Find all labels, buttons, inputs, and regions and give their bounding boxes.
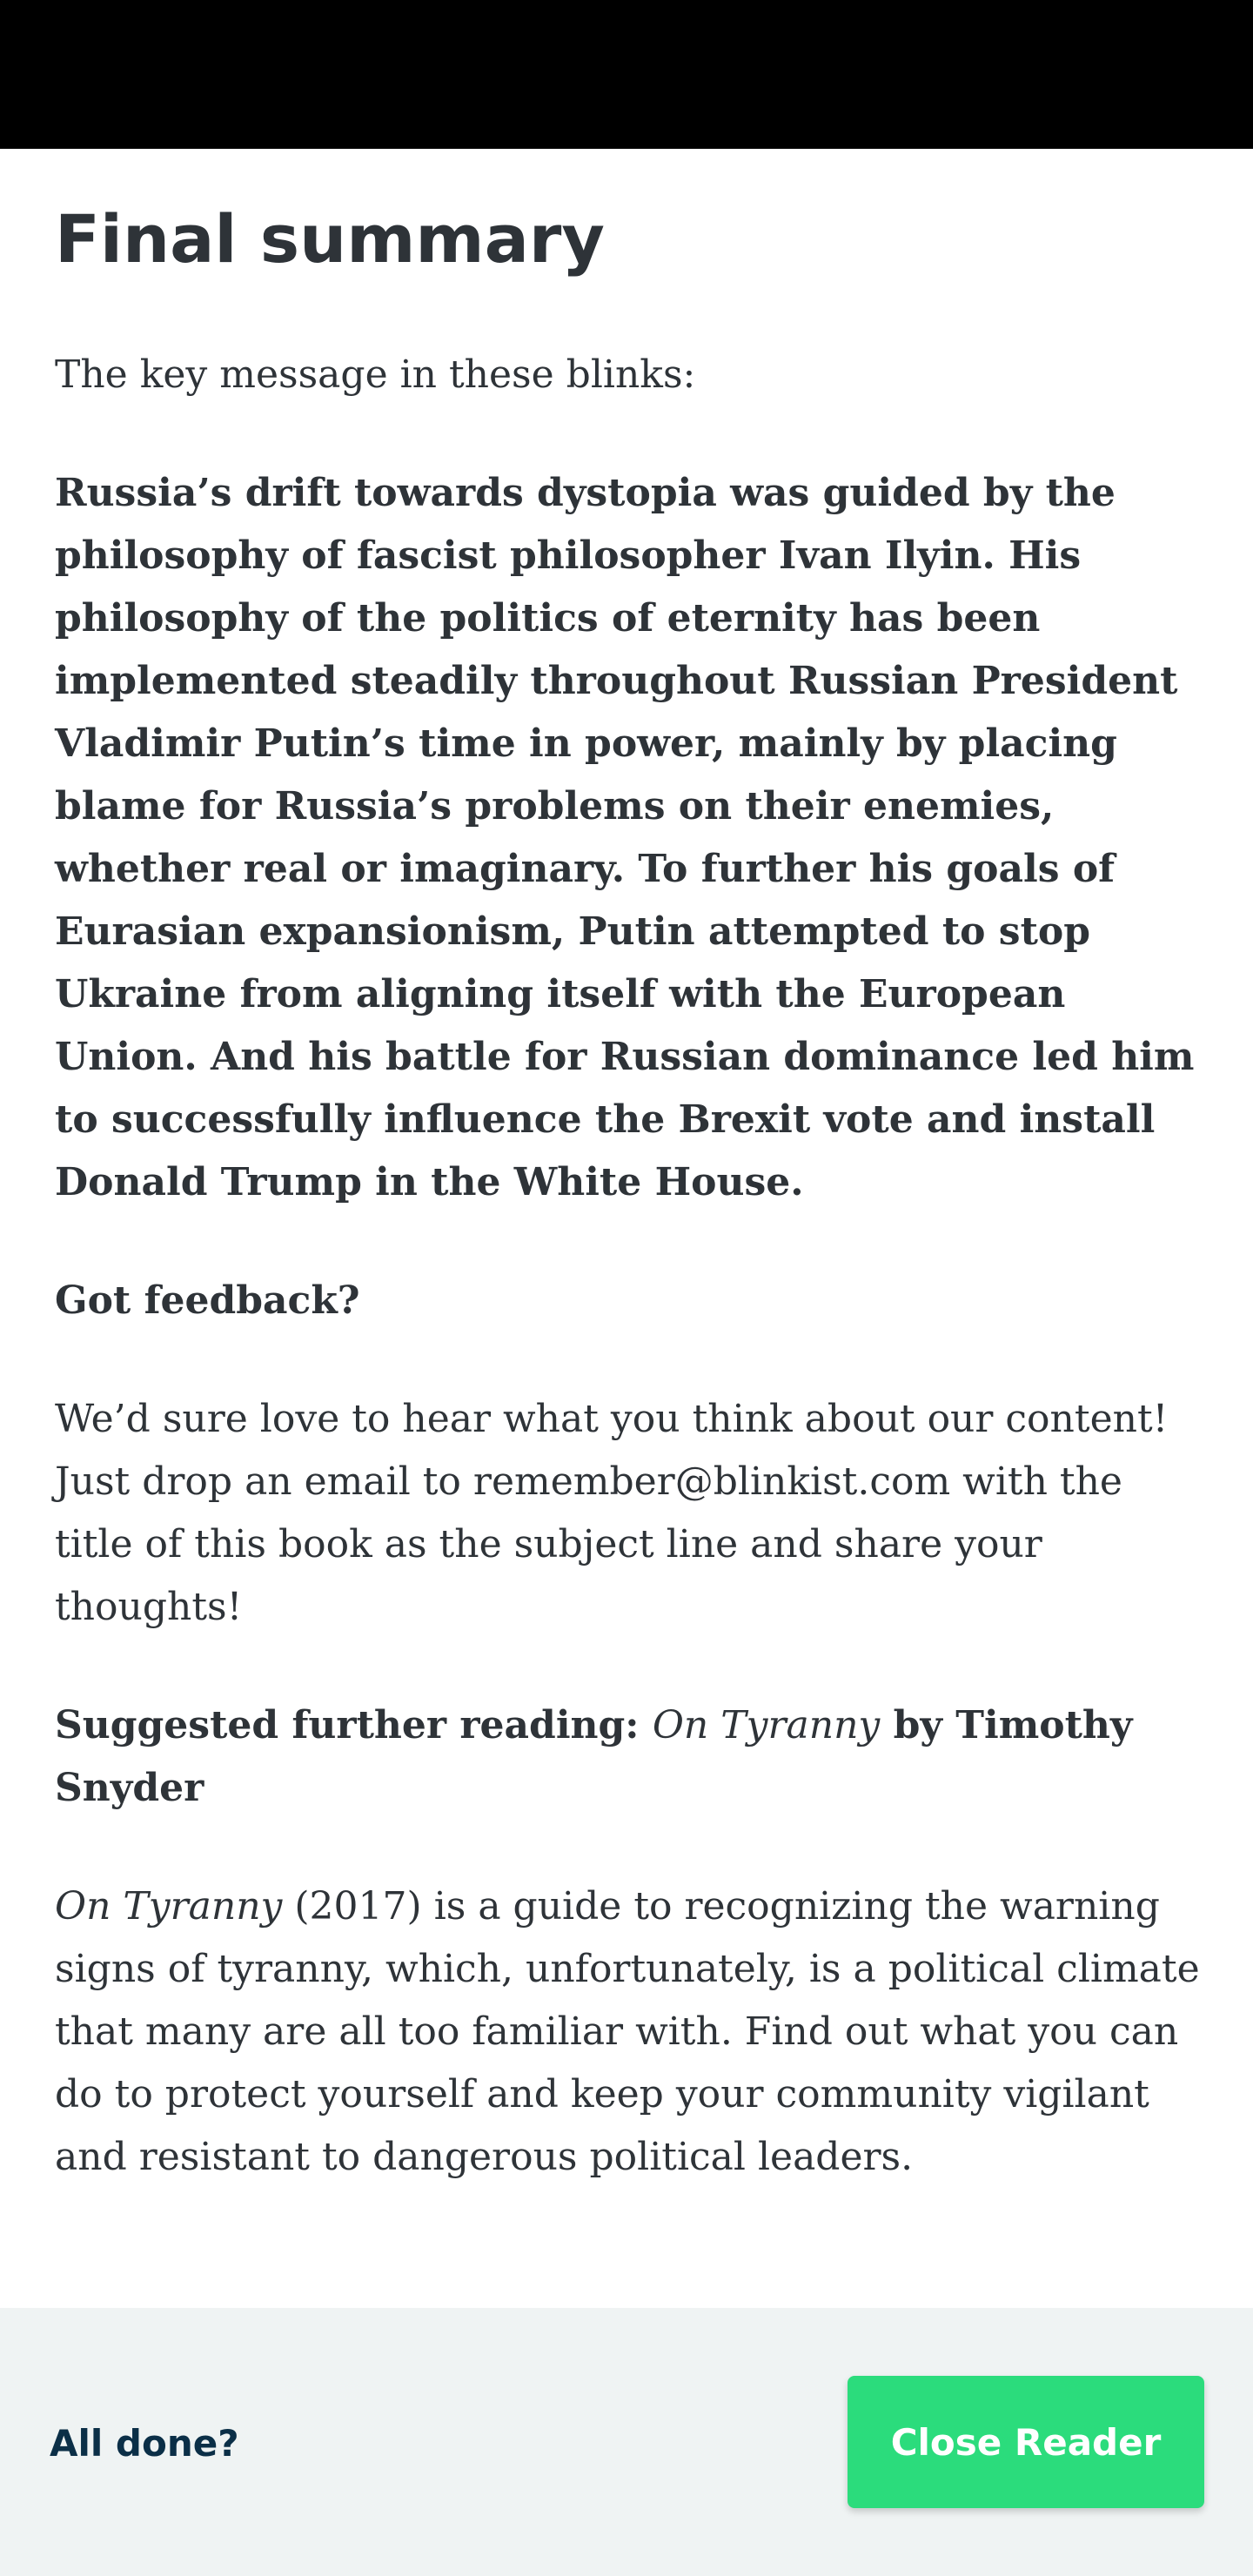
further-reading-author: by Timothy Snyder [55,1703,1133,1810]
all-done-prompt: All done? [50,2422,239,2465]
summary-intro: The key message in these blinks: [55,352,696,397]
status-bar [0,0,1253,149]
further-reading-body-title: On Tyranny [55,1884,283,1929]
further-reading-prefix: Suggested further reading: [55,1703,653,1748]
page-title: Final summary [55,200,605,278]
feedback-heading: Got feedback? [55,1278,360,1323]
feedback-body: We’d sure love to hear what you think about our content! Just drop an email to remember@blinkist.com with the title of this book as the subject line and share your thoughts! [55,1397,1169,1629]
reader-footer [0,2308,1253,2576]
close-reader-button[interactable]: Close Reader [848,2376,1204,2508]
reader-content [55,149,1203,2189]
further-reading-book-title: On Tyranny [652,1703,881,1748]
further-reading-body-text: (2017) is a guide to recognizing the warning signs of tyranny, which, unfortunately, is a political climate that many are all too familiar with. Find out what you can do to protect yourself and keep your community vigilant and resistant to dangerous political leaders. [55,1884,1200,2179]
further-reading-heading [55,1694,1203,1820]
further-reading-body [55,1875,1203,2189]
key-message: Russia’s drift towards dystopia was guided by the philosophy of fascist philosopher Ivan Ilyin. His philosophy of the politics of eternity has been implemented steadily throughout Russian President Vladimir Putin’s time in power, mainly by placing blame for Russia’s problems on their enemies, whether real or imaginary. To further his goals of Eurasian expansionism, Putin attempted to stop Ukraine from aligning itself with the European Union. And his battle for Russian dominance led him to successfully influence the Brexit vote and install Donald Trump in the White House. [55,471,1195,1204]
